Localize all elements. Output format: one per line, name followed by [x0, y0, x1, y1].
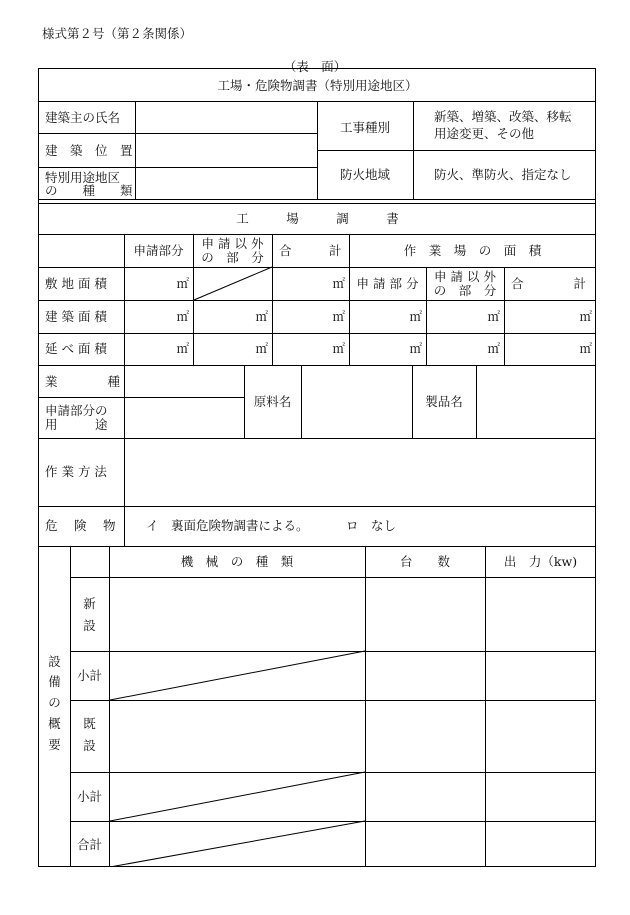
existing-label-2: 設	[83, 738, 96, 753]
diagonal-stroke	[110, 772, 365, 821]
use-label-1: 申請部分の	[45, 403, 108, 418]
unit-mark: ㎡	[332, 309, 345, 324]
unit-mark: ㎡	[579, 309, 592, 324]
col-applied: 申請部分	[133, 243, 184, 258]
fire-zone-options: 防火、準防火、指定なし	[434, 167, 572, 182]
unit-mark: ㎡	[255, 309, 268, 324]
overview-char: 備	[48, 674, 61, 689]
unit-mark: ㎡	[487, 309, 500, 324]
row-floor-area: 延 べ 面 積	[45, 341, 107, 356]
wp-col-applied: 申 請 部 分	[356, 276, 419, 291]
construction-type-option-1: 新築、増築、改築、移転	[434, 109, 572, 124]
count-header: 台 数	[399, 554, 450, 569]
unit-mark: ㎡	[409, 309, 422, 324]
row-site-area: 敷 地 面 積	[45, 276, 107, 291]
unit-mark: ㎡	[176, 341, 189, 356]
subtotal-label: 小計	[76, 789, 102, 804]
col-other-2: の 部 分	[201, 250, 264, 265]
overview-char: の	[48, 695, 61, 710]
new-label-2: 設	[83, 618, 96, 633]
unit-mark: ㎡	[409, 341, 422, 356]
row-building-area: 建 築 面 積	[45, 309, 107, 324]
diagonal-stroke	[110, 821, 365, 867]
use-label-2: 用 途	[45, 417, 108, 432]
form-title: 工場・危険物調書（特別用途地区）	[217, 78, 418, 93]
special-district-label-2: の 種 類	[45, 183, 133, 198]
col-total: 合 計	[279, 243, 342, 258]
output-header: 出 力（kw)	[503, 554, 578, 569]
factory-survey-title: 工 場 調 書	[236, 211, 399, 226]
hazard-label: 危 険 物	[45, 518, 116, 533]
owner-name-label: 建築主の氏名	[45, 110, 121, 125]
unit-mark: ㎡	[255, 341, 268, 356]
unit-mark: ㎡	[332, 341, 345, 356]
unit-mark: ㎡	[176, 309, 189, 324]
raw-material-label: 原料名	[253, 394, 292, 409]
special-district-label-1: 特別用途地区	[45, 170, 121, 185]
side-label: （表 面）	[283, 59, 347, 74]
overview-char: 設	[48, 654, 61, 669]
wp-col-other-1: 申 請 以 外	[434, 269, 496, 284]
hazard-option-b: ロ なし	[346, 518, 397, 533]
subtotal-label: 小計	[76, 668, 102, 683]
unit-mark: ㎡	[332, 276, 345, 291]
wp-col-other-2: の 部 分	[433, 283, 497, 298]
construction-type-label: 工事種別	[339, 120, 390, 135]
diagonal-stroke	[110, 651, 365, 700]
overview-char: 概	[48, 716, 61, 731]
workplace-area-header: 作 業 場 の 面 積	[403, 243, 542, 258]
hazard-option-a: イ 裏面危険物調書による。	[146, 518, 309, 533]
machine-type-header: 機 械 の 種 類	[180, 554, 294, 569]
total-label: 合計	[76, 837, 102, 852]
col-other-1: 申 請 以 外	[201, 236, 264, 251]
form-frame	[38, 68, 596, 867]
new-label-1: 新	[83, 596, 96, 611]
product-label: 製品名	[425, 394, 463, 409]
diagonal-stroke	[194, 267, 272, 300]
unit-mark: ㎡	[176, 276, 189, 291]
work-method-label: 作 業 方 法	[45, 464, 107, 479]
wp-col-total: 合 計	[511, 276, 587, 291]
unit-mark: ㎡	[579, 341, 592, 356]
building-location-label: 建 築 位 置	[45, 143, 133, 158]
unit-mark: ㎡	[487, 341, 500, 356]
fire-zone-label: 防火地域	[339, 167, 390, 182]
form-number: 様式第２号（第２条関係）	[42, 26, 193, 41]
industry-label: 業 種	[45, 374, 121, 389]
overview-char: 要	[48, 737, 61, 752]
existing-label-1: 既	[83, 716, 96, 731]
construction-type-option-2: 用途変更、その他	[434, 126, 535, 141]
